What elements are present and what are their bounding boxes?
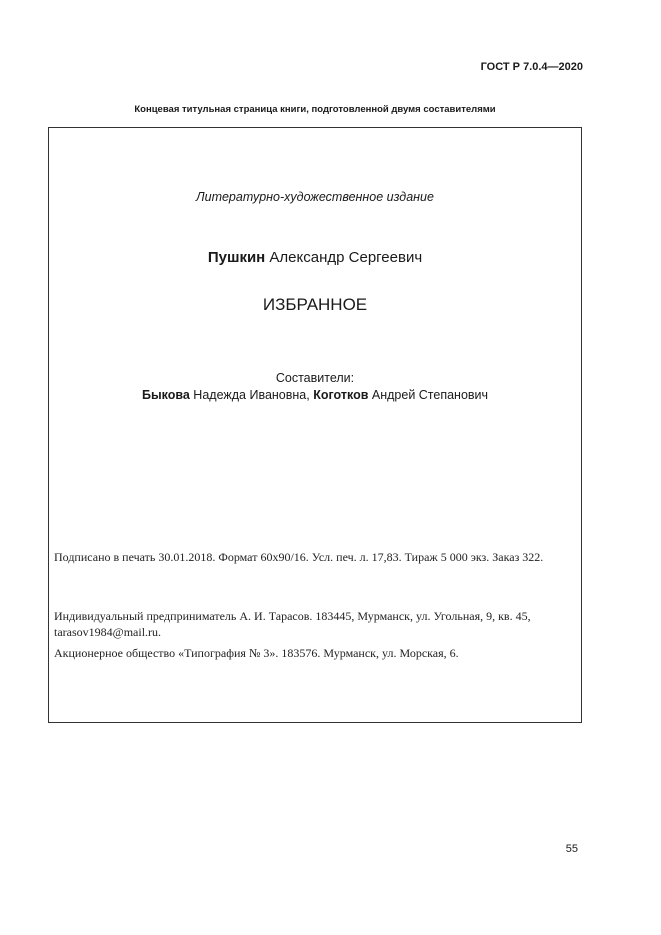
publication-genre: Литературно-художественное издание — [196, 190, 434, 204]
page-number: 55 — [565, 843, 578, 855]
compiler1-surname: Быкова — [141, 388, 190, 402]
author-line — [49, 249, 581, 266]
compiler2-given-names: Андрей Степанович — [371, 388, 489, 402]
imprint-publisher-info: Индивидуальный предприниматель А. И. Тарасов. 183445, Мурманск, ул. Угольная, 9, кв. 45, tarasov1984@mail.ru. — [54, 609, 531, 639]
book-title: ИЗБРАННОЕ — [262, 295, 368, 314]
imprint-print-info: Подписано в печать 30.01.2018. Формат 60x90/16. Усл. печ. л. 17,83. Тираж 5 000 экз. Заказ 322. — [54, 550, 544, 564]
compiler1-given-names: Надежда Ивановна — [193, 388, 307, 402]
compiler-separator: , — [306, 388, 310, 402]
author-given-names: Александр Сергеевич — [269, 249, 423, 266]
author-surname: Пушкин — [207, 249, 266, 266]
standard-code: ГОСТ Р 7.0.4—2020 — [480, 61, 583, 73]
compilers-label: Составители: — [275, 371, 355, 385]
title-page-sample-frame — [48, 127, 582, 723]
compilers-line — [49, 388, 581, 402]
compiler2-surname: Коготков — [313, 388, 369, 402]
figure-caption: Концевая титульная страница книги, подготовленной двумя составителями — [134, 104, 496, 115]
imprint-printer-info: Акционерное общество «Типография № 3». 183576. Мурманск, ул. Морская, 6. — [54, 646, 459, 660]
